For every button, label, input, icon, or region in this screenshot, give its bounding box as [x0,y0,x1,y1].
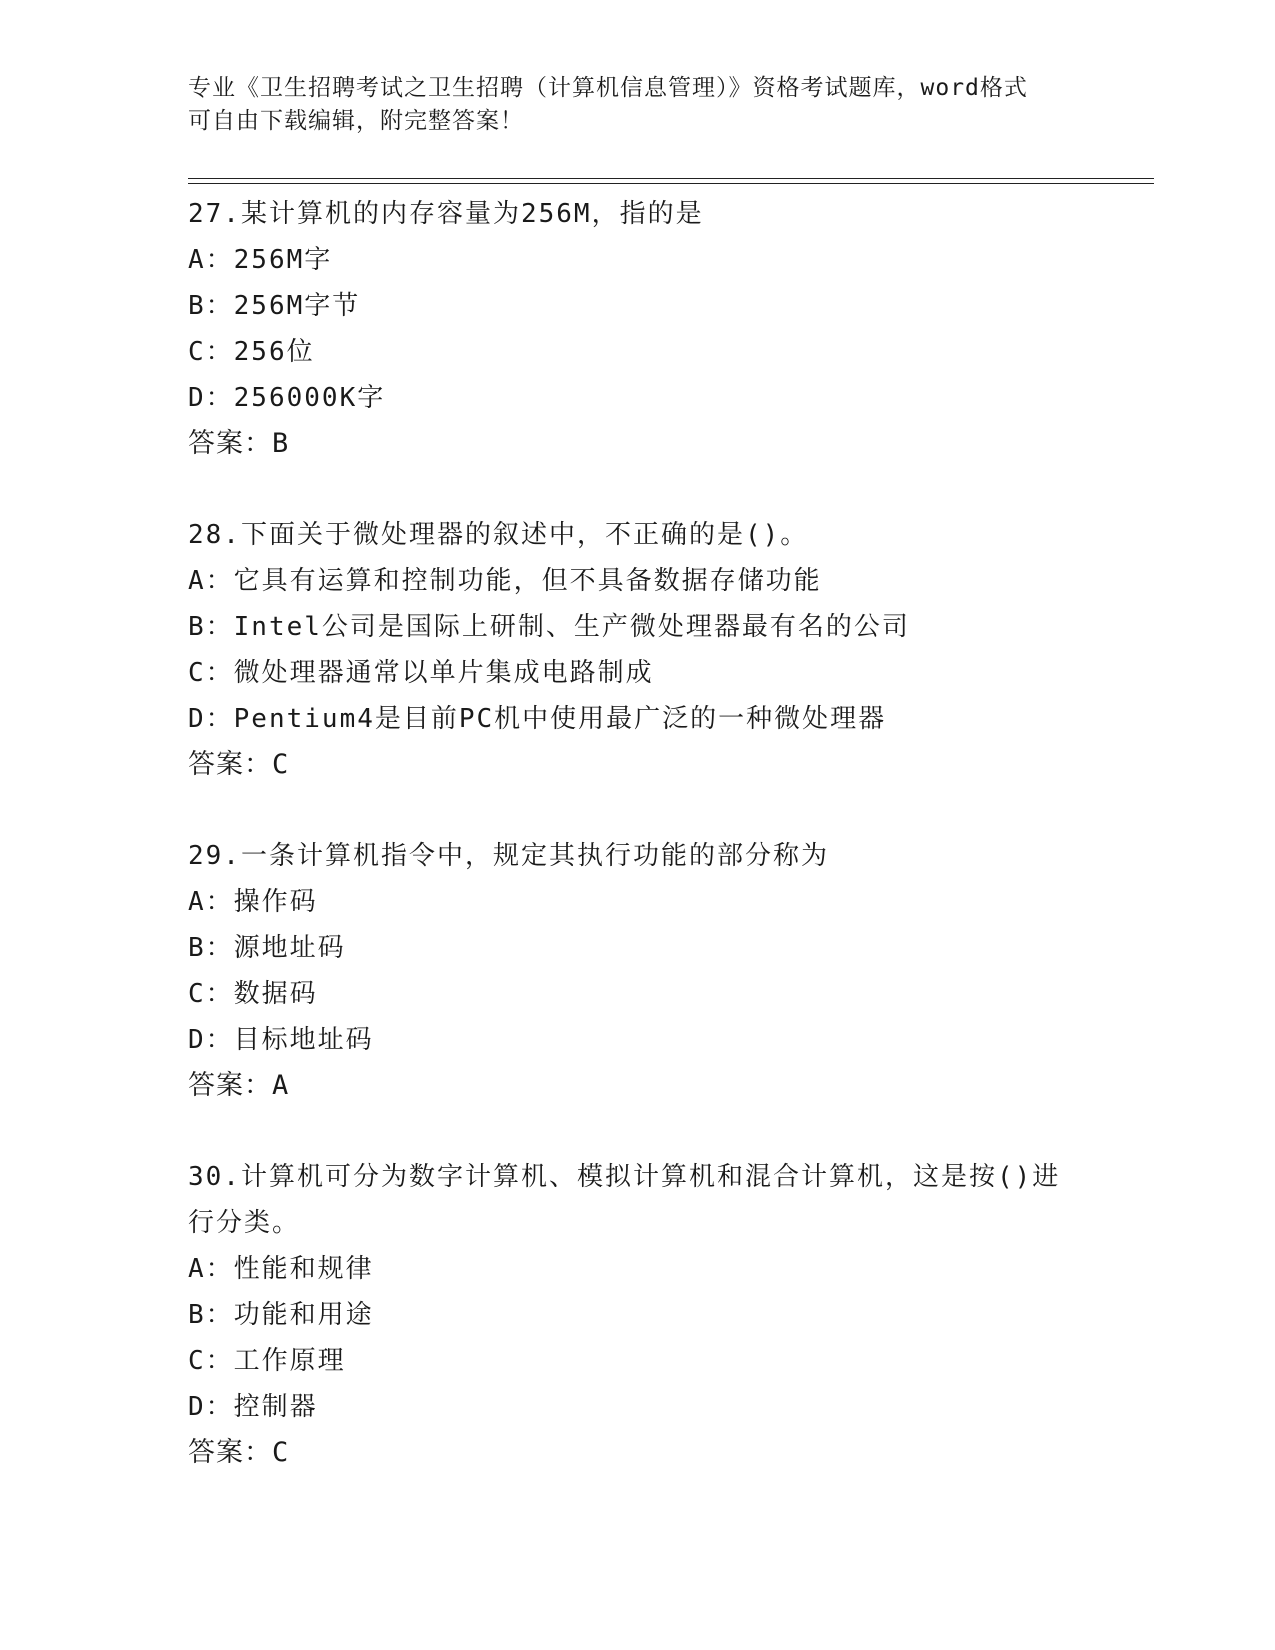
answer: 答案：C [188,1437,290,1468]
option-d: D：256000K字 [188,383,386,413]
question-stem-line-2: 行分类。 [188,1208,301,1238]
option-b: B：256M字节 [188,291,361,321]
question-stem-line-1: 30.计算机可分为数字计算机、模拟计算机和混合计算机，这是按()进 [188,1162,1061,1192]
option-b: B：Intel公司是国际上研制、生产微处理器最有名的公司 [188,612,910,642]
spacer [188,1109,1088,1154]
question-stem: 27.某计算机的内存容量为256M，指的是 [188,199,704,229]
header-line-1: 专业《卫生招聘考试之卫生招聘（计算机信息管理）》资格考试题库，word格式 [188,75,1028,101]
question-30 [188,1154,1088,1476]
option-a: A：它具有运算和控制功能，但不具备数据存储功能 [188,566,822,596]
option-c: C：256位 [188,337,315,367]
spacer [188,788,1088,833]
option-d: D：Pentium4是目前PC机中使用最广泛的一种微处理器 [188,704,887,734]
header-line-2: 可自由下载编辑，附完整答案！ [188,108,524,134]
option-a: A：操作码 [188,887,318,917]
question-list [188,191,1088,1476]
question-29 [188,833,1088,1109]
question-28 [188,512,1088,788]
option-d: D：控制器 [188,1392,318,1422]
answer: 答案：B [188,428,290,459]
question-stem: 29.一条计算机指令中，规定其执行功能的部分称为 [188,841,829,871]
document-header [188,72,1088,138]
option-b: B：源地址码 [188,933,346,963]
option-a: A：性能和规律 [188,1254,374,1284]
header-divider-bottom [188,183,1154,184]
answer: 答案：A [188,1070,290,1101]
option-c: C：数据码 [188,979,318,1009]
question-27 [188,191,1088,467]
option-c: C：工作原理 [188,1346,346,1376]
header-divider-top [188,178,1154,179]
option-a: A：256M字 [188,245,333,275]
spacer [188,467,1088,512]
question-stem: 28.下面关于微处理器的叙述中，不正确的是()。 [188,520,809,550]
option-d: D：目标地址码 [188,1025,374,1055]
answer: 答案：C [188,749,290,780]
option-b: B：功能和用途 [188,1300,374,1330]
option-c: C：微处理器通常以单片集成电路制成 [188,658,654,688]
